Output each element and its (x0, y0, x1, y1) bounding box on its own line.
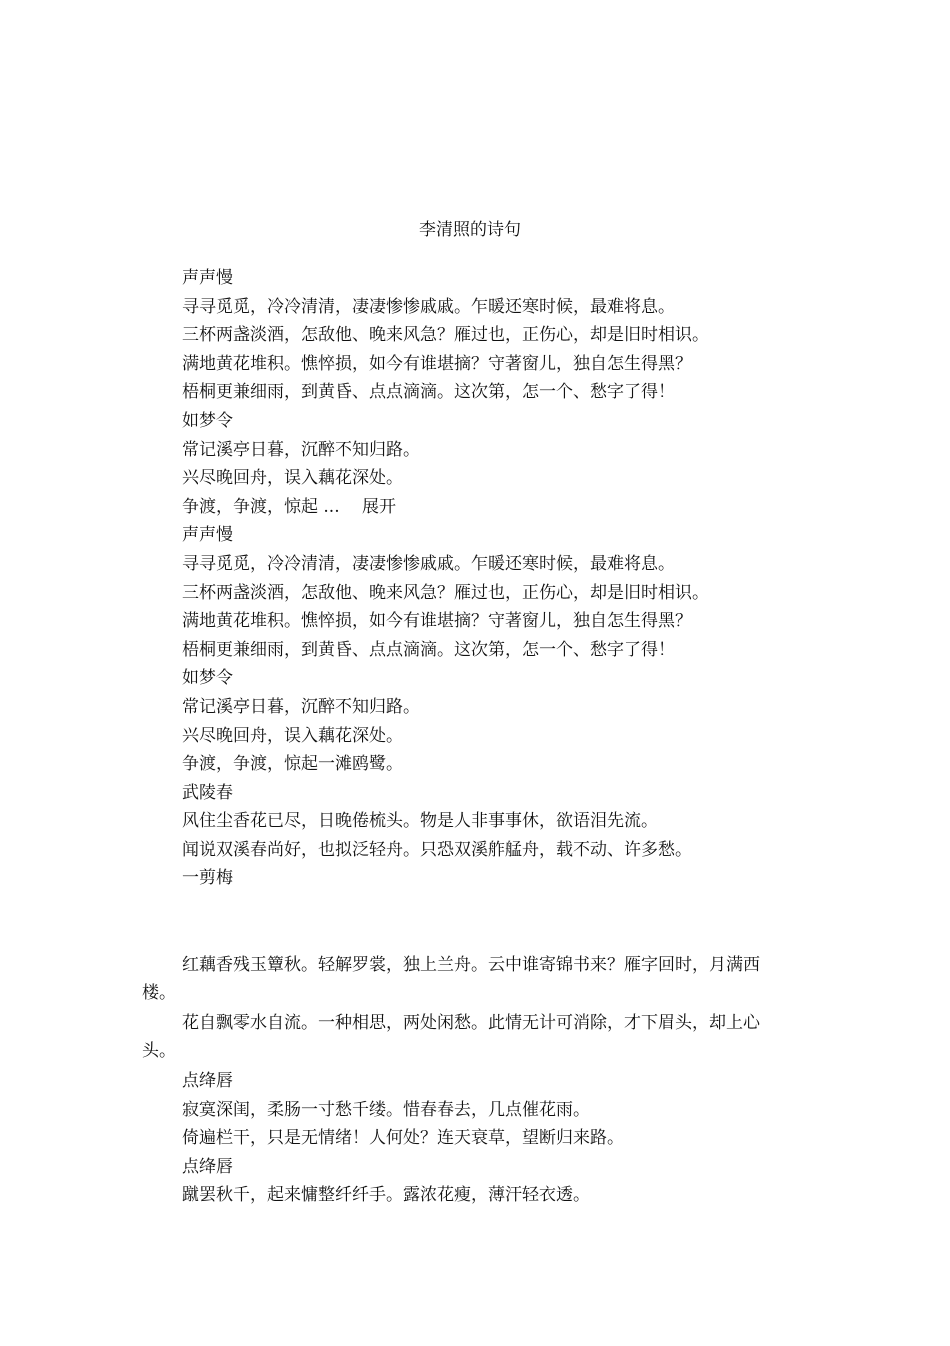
poem-paragraph: 红藕香残玉簟秋。轻解罗裳，独上兰舟。云中谁寄锦书来？雁字回时，月满西楼。 (142, 955, 760, 1003)
poem-line: 风住尘香花已尽，日晚倦梳头。物是人非事事休，欲语泪先流。 (182, 811, 658, 832)
poem-heading: 如梦令 (182, 410, 233, 431)
poem-line: 三杯两盏淡酒，怎敌他、晚来风急？雁过也，正伤心，却是旧时相识。 (182, 325, 709, 346)
poem-heading: 一剪梅 (182, 868, 233, 889)
poem-line: 蹴罢秋千，起来慵整纤纤手。露浓花瘦，薄汗轻衣透。 (182, 1185, 590, 1206)
poem-paragraph: 花自飘零水自流。一种相思，两处闲愁。此情无计可消除，才下眉头，却上心头。 (142, 1013, 760, 1061)
poem-heading: 点绛唇 (182, 1156, 233, 1177)
poem-line: 三杯两盏淡酒，怎敌他、晚来风急？雁过也，正伤心，却是旧时相识。 (182, 582, 709, 603)
poem-line: 常记溪亭日暮，沉醉不知归路。 (182, 439, 420, 460)
poem-heading: 声声慢 (182, 525, 233, 546)
poem-heading: 如梦令 (182, 668, 233, 689)
poem-line: 梧桐更兼细雨，到黄昏、点点滴滴。这次第，怎一个、愁字了得！ (182, 639, 675, 660)
poem-line-expand: 争渡，争渡，惊起 ... 展开 (182, 496, 397, 517)
poem-block-2 (142, 951, 782, 1210)
poem-block-1 (142, 264, 782, 893)
poem-heading: 点绛唇 (182, 1071, 233, 1091)
poem-line: 常记溪亭日暮，沉醉不知归路。 (182, 696, 420, 717)
poem-line: 寂寞深闺，柔肠一寸愁千缕。惜春春去，几点催花雨。 (182, 1099, 590, 1120)
poem-line: 寻寻觅觅，冷冷清清，凄凄惨惨戚戚。乍暖还寒时候，最难将息。 (182, 553, 675, 574)
poem-line: 满地黄花堆积。憔悴损，如今有谁堪摘？守著窗儿，独自怎生得黑？ (182, 353, 692, 374)
poem-line: 满地黄花堆积。憔悴损，如今有谁堪摘？守著窗儿，独自怎生得黑？ (182, 611, 692, 632)
document-title: 李清照的诗句 (419, 220, 521, 240)
poem-line: 倚遍栏干，只是无情绪！人何处？连天衰草，望断归来路。 (182, 1128, 624, 1149)
poem-line: 寻寻觅觅，冷冷清清，凄凄惨惨戚戚。乍暖还寒时候，最难将息。 (182, 296, 675, 317)
poem-line: 梧桐更兼细雨，到黄昏、点点滴滴。这次第，怎一个、愁字了得！ (182, 382, 675, 403)
poem-line: 兴尽晚回舟，误入藕花深处。 (182, 725, 403, 746)
poem-heading: 武陵春 (182, 782, 233, 803)
poem-line: 兴尽晚回舟，误入藕花深处。 (182, 468, 403, 489)
poem-heading: 声声慢 (182, 268, 233, 288)
poem-line: 闻说双溪春尚好，也拟泛轻舟。只恐双溪舴艋舟，载不动、许多愁。 (182, 839, 692, 860)
poem-line: 争渡，争渡，惊起一滩鸥鹭。 (182, 754, 403, 775)
